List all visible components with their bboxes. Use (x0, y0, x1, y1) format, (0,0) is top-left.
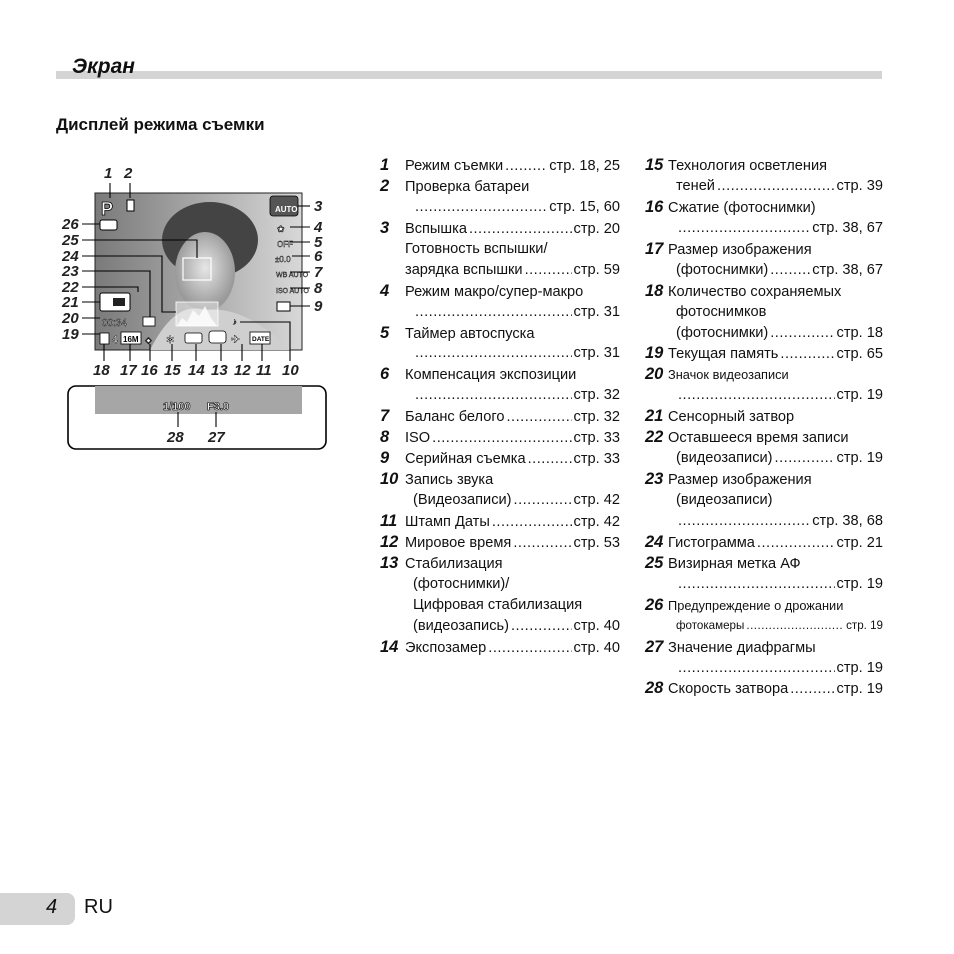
legend-number: 3 (380, 218, 390, 237)
legend-entry (380, 218, 620, 281)
legend-text: Вспышка (405, 220, 467, 237)
legend-text: Скорость затвора (668, 681, 789, 698)
legend-number: 27 (645, 637, 664, 656)
leader-dots (415, 302, 572, 323)
legend-line (380, 448, 620, 469)
leader-dots (678, 385, 835, 406)
legend-number: 17 (645, 239, 664, 258)
leader-dots (790, 679, 834, 700)
legend-text: (фотоснимки) (676, 261, 769, 278)
shooting-mode-icon: P (101, 199, 114, 219)
legend-number: 11 (380, 511, 398, 530)
leader-dots (432, 428, 571, 449)
legend-number: 13 (380, 553, 399, 572)
legend-text: зарядка вспышки (405, 261, 523, 278)
legend-line (645, 637, 883, 658)
page-reference: стр. 33 (573, 451, 620, 468)
battery-icon (127, 200, 134, 211)
page-reference: стр. 31 (573, 345, 620, 362)
leader-dots (528, 449, 572, 470)
leader-dots (492, 512, 572, 533)
legend-text: теней (676, 177, 715, 194)
legend-text: Мировое время (405, 534, 512, 551)
leader-dots (746, 616, 844, 637)
legend-line (645, 155, 883, 176)
legend-entry (645, 595, 883, 637)
legend-line (645, 658, 883, 679)
leader-dots (513, 533, 571, 554)
legend-text: Размер изображения (668, 241, 812, 258)
rec-time: 00:34 (102, 318, 128, 329)
callout-3: 3 (314, 198, 323, 215)
memory-icon (100, 333, 109, 344)
legend-text: Значение диафрагмы (668, 639, 816, 656)
legend-text: Гистограмма (668, 534, 755, 551)
leader-dots (415, 385, 572, 406)
callout-22: 22 (62, 279, 79, 296)
callout-18: 18 (93, 362, 110, 379)
legend-text: Серийная съемка (405, 451, 526, 468)
legend-entry (645, 553, 883, 595)
legend-text: (видеозаписи) (676, 492, 773, 508)
page-reference: стр. 19 (836, 575, 883, 592)
legend-line (380, 176, 620, 197)
stabilization-icon (209, 331, 226, 343)
wb-icon: WB AUTO (276, 272, 309, 279)
legend-line (645, 616, 883, 637)
legend-line (380, 155, 620, 176)
legend-text: Режим съемки (405, 158, 504, 174)
legend-column-1 (380, 155, 620, 658)
legend-line (645, 176, 883, 197)
callout-12: 12 (234, 362, 251, 379)
legend-entry (380, 448, 620, 469)
legend-text: Размер изображения (668, 472, 812, 489)
legend-line (380, 637, 620, 658)
legend-number: 1 (380, 156, 390, 174)
callout-21: 21 (62, 294, 79, 311)
shadow-adjust-icon: ✲ (166, 335, 175, 346)
legend-line (380, 427, 620, 448)
section-title: Дисплей режима съемки (56, 115, 265, 134)
legend-text: Проверка батареи (405, 178, 530, 195)
callout-17: 17 (120, 362, 137, 379)
callout-23: 23 (62, 263, 79, 280)
legend-line (645, 595, 883, 616)
callout-28: 28 (167, 429, 184, 446)
legend-text: (видеозаписи) (676, 450, 773, 467)
legend-number: 19 (645, 344, 664, 363)
page-reference: стр. 39 (836, 177, 883, 194)
legend-line (645, 406, 883, 427)
shots-remaining: 4 (112, 335, 118, 346)
callout-8: 8 (314, 280, 323, 297)
legend-text: Значок видеозаписи (668, 367, 789, 383)
legend-entry (380, 427, 620, 448)
legend-entry (645, 427, 883, 469)
legend-entry (380, 637, 620, 658)
callout-9: 9 (314, 298, 323, 315)
legend-entry (380, 323, 620, 365)
leader-dots (678, 218, 810, 239)
legend-text: (Видеозаписи) (413, 492, 512, 508)
legend-number: 12 (380, 532, 399, 551)
page-number: 4 (46, 896, 58, 918)
legend-number: 28 (645, 679, 664, 698)
legend-text: Цифровая стабилизация (413, 596, 583, 613)
page-reference: стр. 59 (573, 261, 620, 278)
legend-entry (380, 176, 620, 218)
legend-entry (380, 281, 620, 323)
legend-entry (645, 637, 883, 679)
leader-dots (525, 260, 572, 281)
legend-text: Предупреждение о дрожании (668, 597, 844, 613)
callout-14: 14 (188, 362, 205, 379)
legend-line (645, 427, 883, 448)
legend-number: 2 (380, 176, 390, 195)
legend-line (380, 406, 620, 427)
callout-4: 4 (314, 219, 323, 236)
legend-entry (645, 532, 883, 553)
page-reference: стр. 38, 67 (812, 261, 883, 278)
legend-line (645, 260, 883, 281)
legend-text: Количество сохраняемых (668, 283, 842, 300)
leader-dots (415, 343, 572, 364)
legend-line (380, 218, 620, 239)
page-reference: стр. 20 (573, 220, 620, 237)
legend-text: Стабилизация (405, 555, 503, 572)
legend-text: Технология осветления (668, 158, 828, 174)
leader-dots (506, 407, 571, 428)
leader-dots (770, 323, 834, 344)
callout-10: 10 (282, 362, 299, 379)
leader-dots (678, 511, 810, 532)
callout-24: 24 (62, 248, 79, 265)
callout-2: 2 (124, 165, 133, 182)
callout-13: 13 (211, 362, 228, 379)
leader-dots (488, 638, 571, 659)
macro-icon: ❀ (277, 224, 285, 234)
legend-entry (645, 364, 883, 406)
page-reference: стр. 65 (836, 346, 883, 363)
callout-15: 15 (164, 362, 181, 379)
callout-25: 25 (62, 232, 79, 249)
legend-text: Текущая память (668, 346, 779, 363)
legend-line (645, 239, 883, 260)
legend-text: Режим макро/супер-макро (405, 283, 584, 300)
callout-1: 1 (104, 165, 113, 182)
legend-number: 5 (380, 323, 390, 342)
legend-number: 6 (380, 365, 390, 384)
legend-entry (380, 364, 620, 406)
legend-line (380, 532, 620, 553)
legend-line (380, 574, 620, 595)
legend-line (645, 678, 883, 699)
page-reference: стр. 42 (573, 513, 620, 530)
legend-line (380, 490, 620, 511)
svg-text:16M: 16M (123, 335, 139, 344)
legend-text: (фотоснимки) (676, 324, 769, 341)
legend-entry (380, 553, 620, 637)
legend-line (645, 469, 883, 490)
page-reference: стр. 40 (573, 639, 620, 656)
svg-text:AUTO: AUTO (275, 205, 298, 214)
legend-entry (645, 155, 883, 197)
leader-dots (717, 176, 835, 197)
legend-number: 18 (645, 281, 664, 300)
legend-entry (380, 511, 620, 532)
legend-line (380, 364, 620, 385)
legend-entry (380, 406, 620, 427)
page-title: Экран (72, 55, 135, 78)
legend-line (380, 385, 620, 406)
page-reference: стр. 21 (836, 534, 883, 551)
legend-line (380, 323, 620, 344)
legend-line (645, 511, 883, 532)
shutter-speed-value: 1/100 (163, 401, 191, 413)
page-reference: стр. 31 (573, 303, 620, 320)
legend-line (380, 281, 620, 302)
legend-line (645, 448, 883, 469)
legend-line (645, 218, 883, 239)
metering-icon (185, 333, 202, 343)
legend-text: Запись звука (405, 472, 494, 489)
legend-number: 14 (380, 637, 399, 656)
page-number-tab (0, 893, 75, 925)
legend-entry (645, 469, 883, 532)
legend-line (380, 616, 620, 637)
legend-text: Экспозамер (405, 639, 487, 656)
self-timer-icon: OFF (277, 240, 293, 249)
drive-icon (277, 302, 290, 311)
aperture-value: F3.0 (207, 401, 230, 413)
legend-line (645, 385, 883, 406)
legend-line (645, 323, 883, 344)
legend-number: 26 (645, 595, 664, 614)
leader-dots (505, 156, 547, 177)
legend-text: (фотоснимки)/ (413, 575, 510, 592)
leader-dots (775, 448, 835, 469)
legend-line (380, 343, 620, 364)
legend-text: ISO (405, 430, 431, 447)
page-reference: стр. 42 (573, 492, 620, 508)
leader-dots (678, 574, 835, 595)
callout-16: 16 (141, 362, 158, 379)
legend-number: 16 (645, 197, 664, 216)
legend-number: 25 (645, 553, 664, 572)
page-reference: стр. 19 (846, 618, 883, 632)
page-reference: стр. 15, 60 (549, 198, 620, 215)
legend-line (645, 281, 883, 302)
legend-entry (645, 281, 883, 344)
legend-number: 20 (645, 365, 664, 384)
callout-5: 5 (314, 234, 323, 251)
page-reference: стр. 19 (836, 659, 883, 676)
leader-dots (678, 658, 835, 679)
legend-entry (645, 239, 883, 281)
callout-19: 19 (62, 326, 79, 343)
callout-6: 6 (314, 248, 323, 265)
legend-entry (645, 678, 883, 699)
legend-entry (380, 155, 620, 176)
legend-entry (380, 532, 620, 553)
legend-number: 9 (380, 449, 390, 468)
legend-line (380, 595, 620, 616)
legend-text: Сенсорный затвор (668, 409, 795, 426)
legend-line (380, 302, 620, 323)
page-reference: стр. 19 (836, 450, 883, 467)
legend-entry (380, 469, 620, 511)
legend-number: 23 (645, 470, 664, 489)
leader-dots (415, 197, 547, 218)
page-reference: стр. 18, 25 (549, 158, 620, 174)
legend-line (380, 239, 620, 260)
movie-size-icon (143, 317, 155, 326)
legend-entry (645, 197, 883, 239)
legend-entry (645, 343, 883, 364)
legend-number: 22 (645, 428, 664, 447)
page-reference: стр. 40 (573, 617, 620, 634)
legend-text: Компенсация экспозиции (405, 367, 577, 384)
legend-line (380, 197, 620, 218)
callout-11: 11 (256, 362, 272, 379)
legend-number: 15 (645, 156, 664, 174)
iso-icon: ISO AUTO (276, 288, 309, 295)
legend-line (645, 574, 883, 595)
leader-dots (514, 490, 572, 511)
page-reference: стр. 38, 68 (812, 512, 883, 529)
callout-26: 26 (62, 216, 79, 233)
legend-entry (645, 406, 883, 427)
leader-dots (770, 260, 810, 281)
legend-text: Визирная метка АФ (668, 555, 801, 572)
shake-warning-icon (100, 220, 117, 230)
legend-line (645, 490, 883, 511)
leader-dots (780, 344, 834, 365)
legend-line (645, 364, 883, 385)
legend-text: Баланс белого (405, 409, 505, 426)
legend-text: фотоснимков (676, 303, 767, 320)
legend-line (645, 302, 883, 323)
legend-text: фотокамеры (676, 618, 745, 632)
legend-text: Оставшееся время записи (668, 430, 849, 447)
language-code: RU (84, 896, 113, 918)
legend-text: Сжатие (фотоснимки) (668, 199, 816, 216)
legend-number: 10 (380, 470, 399, 489)
legend-number: 8 (380, 428, 390, 447)
legend-line (380, 553, 620, 574)
legend-text: Таймер автоспуска (405, 325, 535, 342)
page-reference: стр. 18 (836, 324, 883, 341)
legend-line (645, 532, 883, 553)
legend-number: 24 (645, 532, 664, 551)
legend-text: (видеозапись) (413, 617, 509, 634)
leader-dots (469, 219, 572, 240)
page-reference: стр. 19 (836, 681, 883, 698)
leader-dots (511, 616, 572, 637)
legend-line (645, 197, 883, 218)
svg-text:DATE: DATE (252, 336, 270, 343)
legend-line (645, 553, 883, 574)
page-reference: стр. 32 (573, 387, 620, 404)
legend-number: 21 (645, 407, 664, 426)
legend-column-2 (645, 155, 883, 699)
page-reference: стр. 19 (836, 387, 883, 404)
exposure-comp-icon: ±0.0 (275, 255, 291, 264)
legend-line (380, 469, 620, 490)
callout-20: 20 (62, 310, 79, 327)
world-time-icon: ✈ (231, 334, 241, 346)
legend-text: Штамп Даты (405, 513, 490, 530)
page-reference: стр. 53 (573, 534, 620, 551)
legend-number: 4 (380, 281, 390, 300)
callout-27: 27 (208, 429, 225, 446)
page-reference: стр. 38, 67 (812, 219, 883, 236)
page-reference: стр. 32 (573, 409, 620, 426)
legend-text: Готовность вспышки/ (405, 240, 548, 257)
legend-line (380, 511, 620, 532)
photo-face (175, 232, 235, 312)
compression-icon: ◈ (145, 335, 152, 345)
leader-dots (757, 533, 835, 554)
sound-rec-icon: ♪ (232, 317, 237, 328)
page-reference: стр. 33 (573, 430, 620, 447)
legend-line (380, 260, 620, 281)
legend-line (645, 343, 883, 364)
legend-number: 7 (380, 407, 390, 426)
callout-7: 7 (314, 264, 323, 281)
